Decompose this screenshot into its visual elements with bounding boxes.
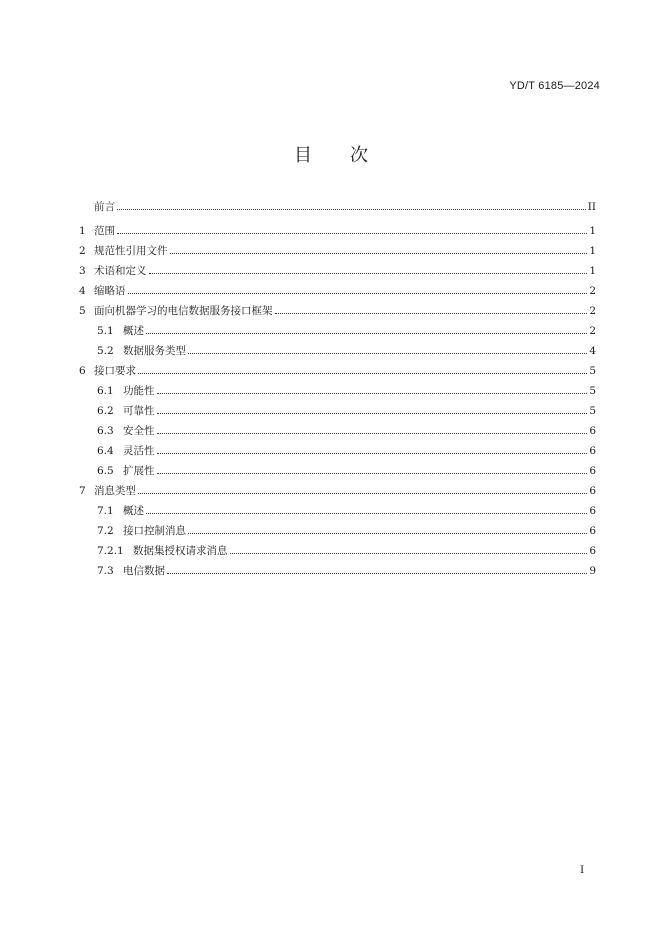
toc-entry-label: 接口要求	[94, 365, 136, 377]
toc-leader	[157, 392, 588, 394]
toc-entry-label: 数据集授权请求消息	[133, 545, 228, 557]
toc-entry-page: 6	[589, 545, 596, 557]
toc-entry-label: 电信数据	[123, 565, 165, 577]
toc-entry-number: 1	[79, 225, 86, 237]
toc-leader	[157, 432, 588, 434]
toc-entry[interactable]	[79, 280, 596, 298]
toc-leader	[149, 272, 588, 274]
toc-entry-label: 灵活性	[123, 445, 155, 457]
toc-entry-page: 6	[589, 425, 596, 437]
toc-title	[0, 141, 662, 167]
toc-entry[interactable]	[97, 320, 596, 338]
toc-entry-page: 6	[589, 485, 596, 497]
toc-entry-label: 扩展性	[123, 465, 155, 477]
toc-entry-number: 4	[79, 285, 86, 297]
toc-entry[interactable]	[97, 460, 596, 478]
toc-leader	[188, 532, 587, 534]
toc-leader	[157, 412, 588, 414]
toc-title-left: 目	[294, 145, 312, 166]
toc-entry-number: 5.1	[97, 325, 114, 337]
toc-entry-label: 可靠性	[123, 405, 155, 417]
toc-entry-number: 7.2.1	[97, 545, 124, 557]
toc-leader	[157, 452, 588, 454]
toc-entry-label: 面向机器学习的电信数据服务接口框架	[94, 305, 273, 317]
toc-entry-label: 范围	[94, 225, 115, 237]
toc-entry[interactable]	[97, 380, 596, 398]
toc-entry[interactable]	[97, 520, 596, 538]
toc-entry-page: 6	[589, 525, 596, 537]
toc-leader	[117, 232, 587, 234]
toc-entry-page: 6	[589, 445, 596, 457]
toc-entry-page: 1	[589, 245, 596, 257]
toc-entry-page: 5	[589, 365, 596, 377]
toc-leader	[157, 472, 588, 474]
toc-leader	[188, 352, 587, 354]
toc-entry-label: 概述	[123, 505, 144, 517]
toc-leader	[146, 512, 587, 514]
toc-entry[interactable]	[97, 420, 596, 438]
toc-leader	[128, 292, 588, 294]
toc-entry-number: 7.2	[97, 525, 114, 537]
toc-entry-page: 5	[589, 385, 596, 397]
toc-leader	[230, 552, 588, 554]
toc-entry-page: 5	[589, 405, 596, 417]
toc-entry-number: 5.2	[97, 345, 114, 357]
toc-entry-number: 3	[79, 265, 86, 277]
toc-entry-number: 7.3	[97, 565, 114, 577]
toc-entry[interactable]	[97, 560, 596, 578]
toc-entry-number: 2	[79, 245, 86, 257]
toc-entry-number: 6.4	[97, 445, 114, 457]
toc-entry[interactable]	[79, 360, 596, 378]
toc-entry-label: 规范性引用文件	[94, 245, 168, 257]
toc-entry-page: 1	[589, 225, 596, 237]
toc-entry[interactable]	[97, 500, 596, 518]
toc-entry[interactable]	[79, 300, 596, 318]
toc-entry-label: 前言	[94, 201, 115, 213]
toc-leader	[138, 372, 587, 374]
toc-entry-label: 接口控制消息	[123, 525, 186, 537]
toc-entry[interactable]	[79, 480, 596, 498]
toc-entry-number: 6.2	[97, 405, 114, 417]
toc-entry[interactable]	[79, 260, 596, 278]
toc-entry-number: 5	[79, 305, 86, 317]
toc-entry-number: 6.3	[97, 425, 114, 437]
toc-leader	[146, 332, 587, 334]
toc-entry[interactable]	[97, 540, 596, 558]
toc-entry-page: II	[587, 201, 596, 213]
toc-entry-page: 2	[589, 325, 596, 337]
toc-entry-number: 7.1	[97, 505, 114, 517]
toc-entry-number: 6.1	[97, 385, 114, 397]
toc-entry-page: 9	[589, 565, 596, 577]
toc-leader	[138, 492, 587, 494]
toc-entry-page: 2	[589, 305, 596, 317]
toc-leader	[170, 252, 588, 254]
toc-entry-number: 6	[79, 365, 86, 377]
toc-entry-label: 消息类型	[94, 485, 136, 497]
toc-entry[interactable]	[79, 220, 596, 238]
toc-entry[interactable]	[97, 440, 596, 458]
toc-entry[interactable]	[79, 240, 596, 258]
toc-leader	[275, 312, 588, 314]
toc-entry[interactable]	[97, 400, 596, 418]
toc-entry-label: 缩略语	[94, 285, 126, 297]
toc-entry[interactable]	[79, 196, 596, 214]
toc-entry-label: 安全性	[123, 425, 155, 437]
page-number: I	[580, 864, 585, 876]
toc-title-right: 次	[350, 145, 368, 166]
toc-entry-page: 2	[589, 285, 596, 297]
toc-entry-page: 4	[589, 345, 596, 357]
toc-entry-page: 6	[589, 505, 596, 517]
toc-entry-label: 数据服务类型	[123, 345, 186, 357]
toc-entry-page: 6	[589, 465, 596, 477]
toc-entry-label: 术语和定义	[94, 265, 147, 277]
toc-entry[interactable]	[97, 340, 596, 358]
toc-leader	[167, 572, 587, 574]
toc-entry-number: 6.5	[97, 465, 114, 477]
toc-entry-number: 7	[79, 485, 86, 497]
toc-entry-label: 功能性	[123, 385, 155, 397]
doc-code: YD/T 6185—2024	[509, 80, 600, 92]
toc-entry-page: 1	[589, 265, 596, 277]
toc-entry-label: 概述	[123, 325, 144, 337]
toc-leader	[117, 208, 586, 210]
